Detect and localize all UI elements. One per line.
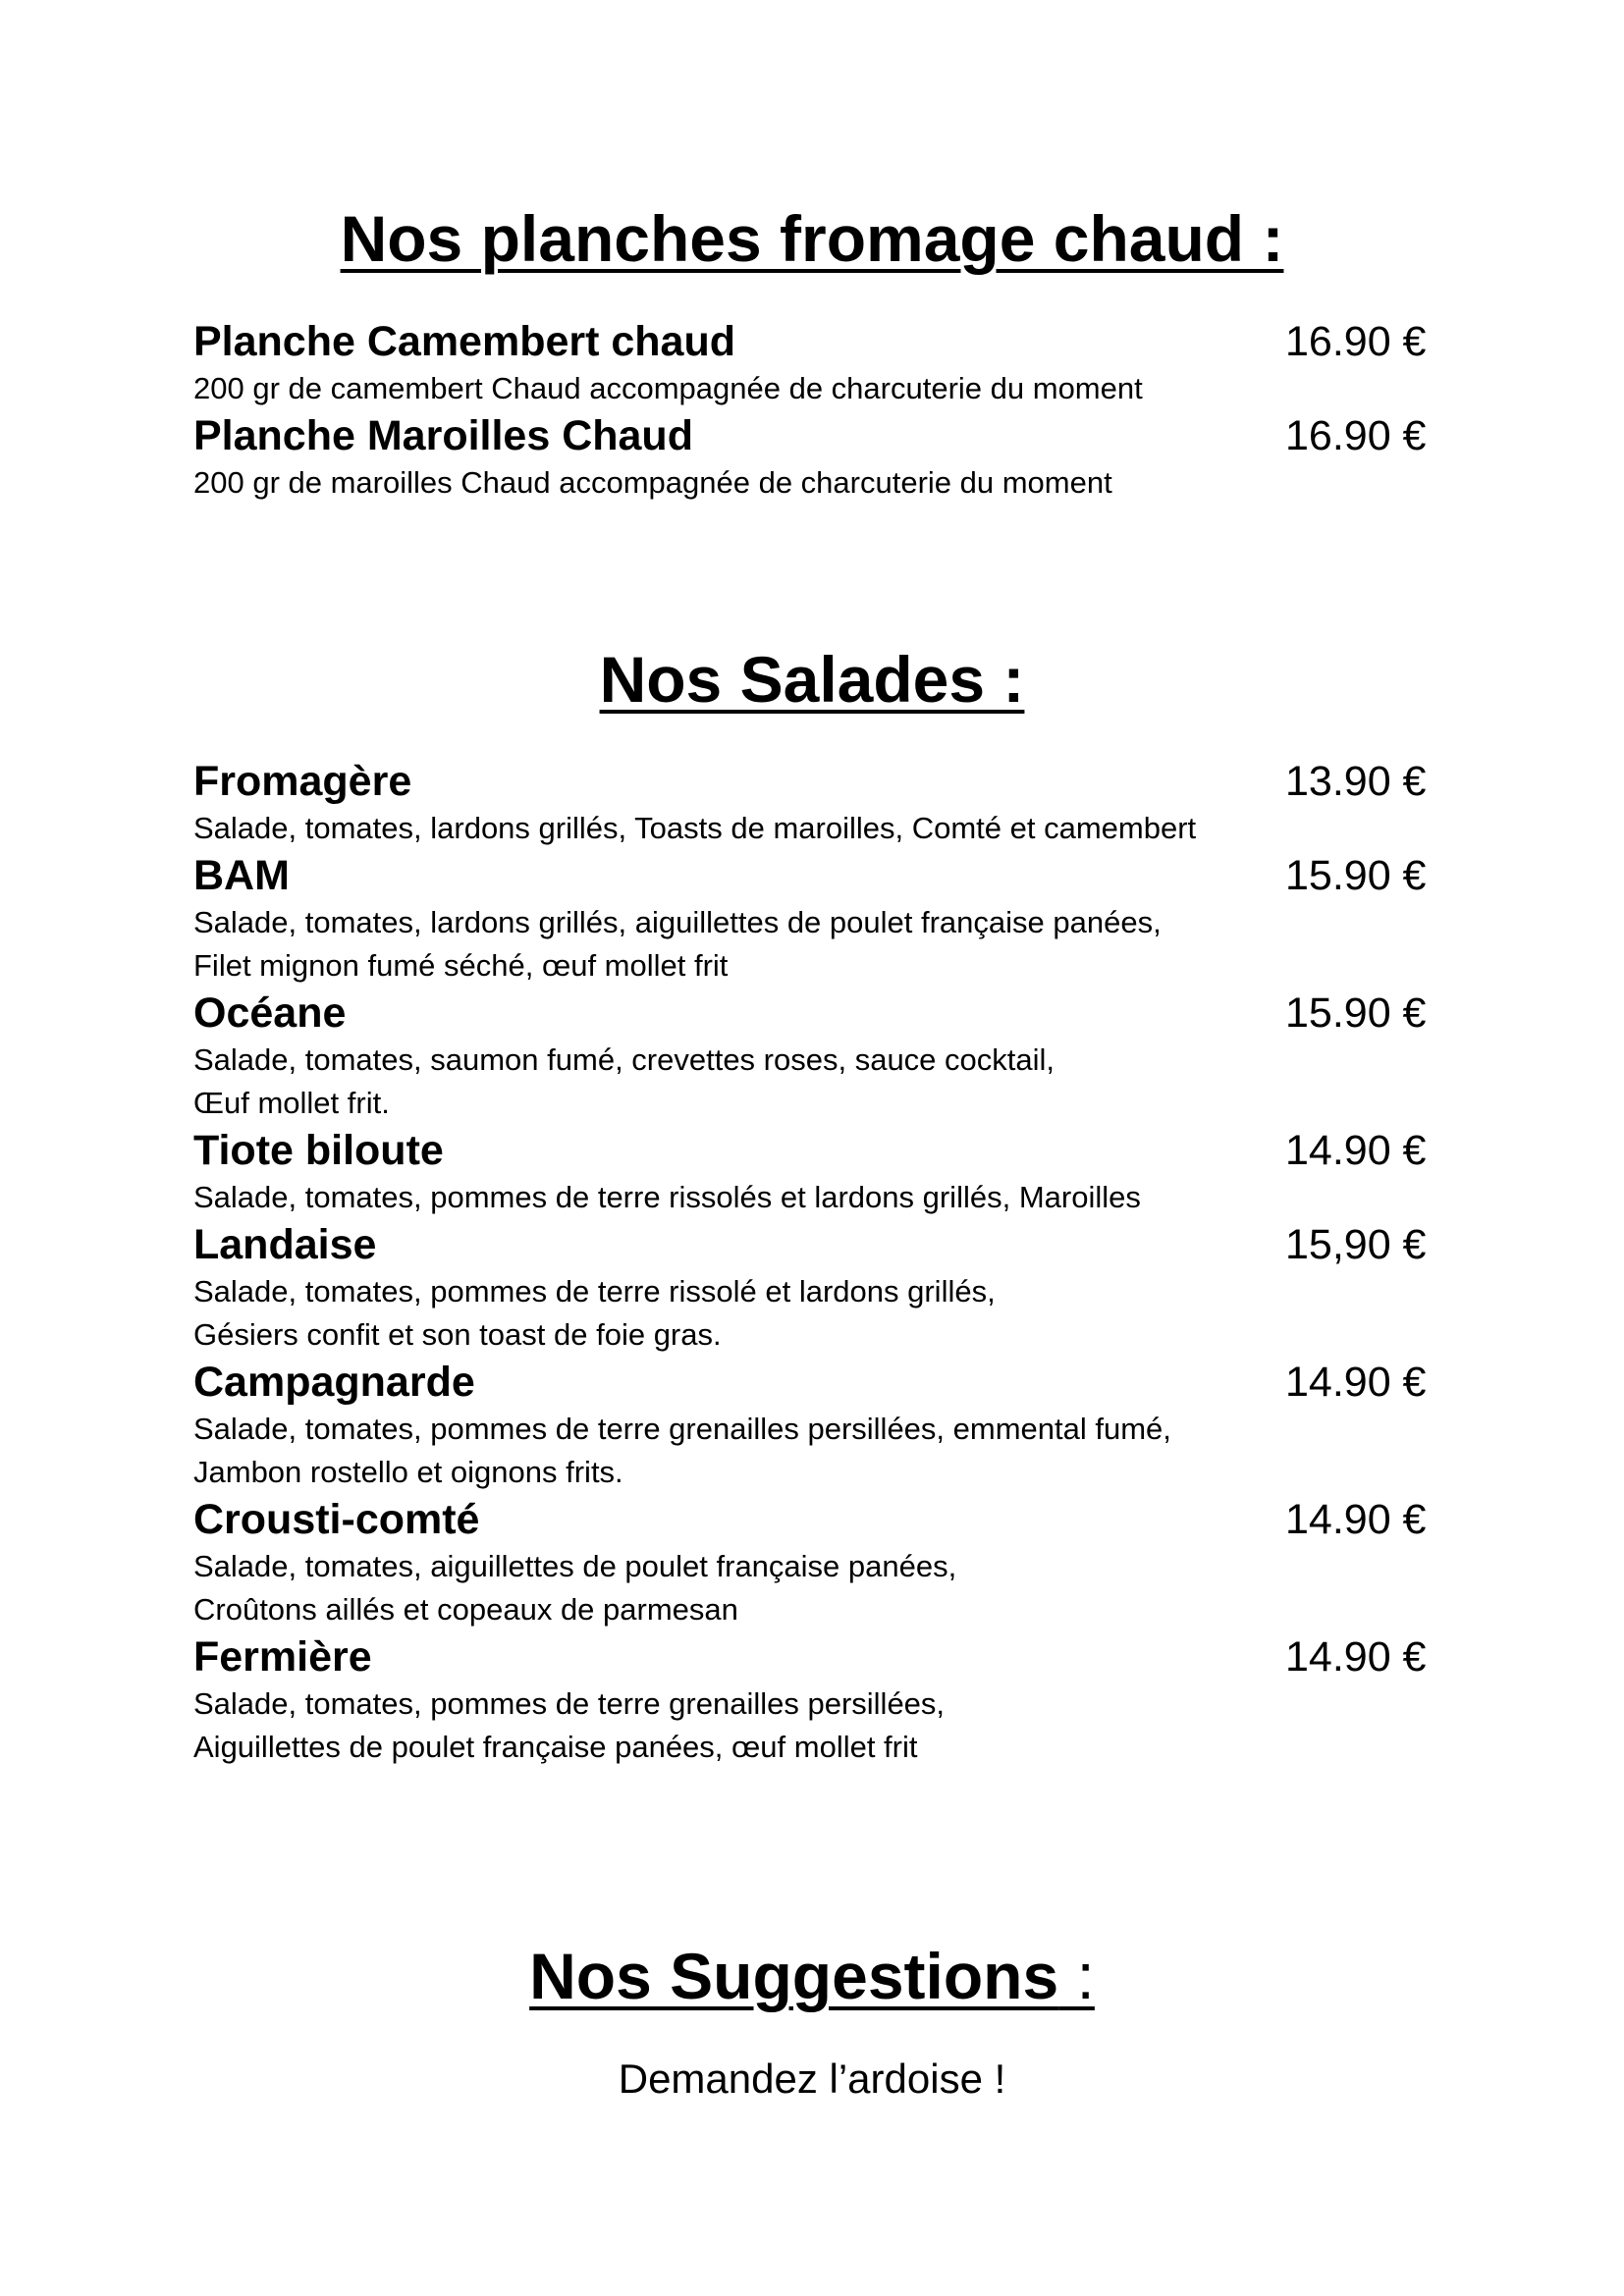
menu-item-header [193,1631,1440,1682]
section-title-salades: Nos Salades : [599,643,1025,716]
menu-item-header [193,850,1440,901]
menu-item [193,756,1440,850]
menu-item-price: 14.90 € [1285,1359,1427,1406]
menu-item-price: 16.90 € [1285,412,1427,459]
menu-item-description-line: Salade, tomates, pommes de terre grenailles persillées, emmental fumé, [193,1412,1171,1446]
menu-item [193,1219,1440,1357]
menu-item-price: 15.90 € [1285,852,1427,899]
menu-item [193,410,1440,505]
menu-item-header [193,410,1440,461]
menu-item-description-line: 200 gr de maroilles Chaud accompagnée de charcuterie du moment [193,465,1112,500]
menu-item-header [193,1219,1440,1270]
menu-item-description [193,1270,1440,1357]
menu-item-header [193,1357,1440,1408]
menu-item-description [193,1545,1440,1631]
menu-item-description [193,1682,1440,1769]
menu-item-price: 16.90 € [1285,318,1427,365]
menu-item-header [193,756,1440,807]
menu-item-price: 13.90 € [1285,758,1427,805]
menu-item-description-line: Œuf mollet frit. [193,1086,390,1120]
menu-item-description [193,367,1440,410]
menu-item-description [193,1408,1440,1494]
menu-item-name: Fermière [193,1633,372,1681]
menu-item-description-line: Salade, tomates, pommes de terre rissolés et lardons grillés, Maroilles [193,1180,1141,1214]
suggestions-title-text: Nos Suggestions [529,1940,1059,2012]
menu-item-description [193,1176,1440,1219]
menu-item-description [193,901,1440,988]
menu-item-description-line: Salade, tomates, pommes de terre grenailles persillées, [193,1686,946,1721]
menu-item-description-line: 200 gr de camembert Chaud accompagnée de charcuterie du moment [193,371,1143,405]
menu-item-description-line: Aiguillettes de poulet française panées, œuf mollet frit [193,1730,918,1764]
menu-item-description-line: Gésiers confit et son toast de foie gras. [193,1317,722,1352]
menu-item [193,1125,1440,1219]
menu-item-description-line: Salade, tomates, pommes de terre rissolé et lardons grillés, [193,1274,996,1308]
menu-item [193,316,1440,410]
section-title-suggestions [0,1937,1624,2015]
menu-item-price: 14.90 € [1285,1127,1427,1174]
menu-item-name: BAM [193,852,290,899]
menu-item-header [193,1494,1440,1545]
menu-item-name: Fromagère [193,758,412,805]
section-title-planches: Nos planches fromage chaud : [340,202,1284,275]
menu-item-description [193,1039,1440,1125]
menu-item-description-line: Jambon rostello et oignons frits. [193,1455,623,1489]
menu-item-description-line: Salade, tomates, aiguillettes de poulet française panées, [193,1549,957,1583]
menu-item [193,850,1440,988]
menu-list-planches [193,316,1440,505]
menu-item-name: Planche Camembert chaud [193,318,736,365]
menu-item-name: Océane [193,989,347,1037]
menu-item-name: Planche Maroilles Chaud [193,412,693,459]
menu-item [193,1494,1440,1631]
menu-item-price: 15,90 € [1285,1221,1427,1268]
suggestions-title-colon: : [1058,1940,1095,2012]
menu-item-price: 15.90 € [1285,989,1427,1037]
menu-item-header [193,988,1440,1039]
menu-item-price: 14.90 € [1285,1633,1427,1681]
menu-item-description [193,807,1440,850]
menu-list-salades [193,756,1440,1769]
menu-item-header [193,1125,1440,1176]
suggestions-note: Demandez l’ardoise ! [618,2056,1006,2102]
menu-item-header [193,316,1440,367]
menu-item-description-line: Filet mignon fumé séché, œuf mollet frit [193,948,729,983]
menu-item-name: Campagnarde [193,1359,475,1406]
menu-item [193,1357,1440,1494]
menu-item [193,1631,1440,1769]
menu-item-name: Crousti-comté [193,1496,480,1543]
menu-item [193,988,1440,1125]
menu-item-name: Landaise [193,1221,377,1268]
menu-item-description [193,461,1440,505]
menu-item-description-line: Salade, tomates, lardons grillés, aiguillettes de poulet française panées, [193,905,1162,939]
menu-item-description-line: Salade, tomates, saumon fumé, crevettes roses, sauce cocktail, [193,1042,1056,1077]
menu-item-description-line: Croûtons aillés et copeaux de parmesan [193,1592,738,1627]
menu-item-name: Tiote biloute [193,1127,444,1174]
menu-item-description-line: Salade, tomates, lardons grillés, Toasts de maroilles, Comté et camembert [193,811,1197,845]
menu-item-price: 14.90 € [1285,1496,1427,1543]
